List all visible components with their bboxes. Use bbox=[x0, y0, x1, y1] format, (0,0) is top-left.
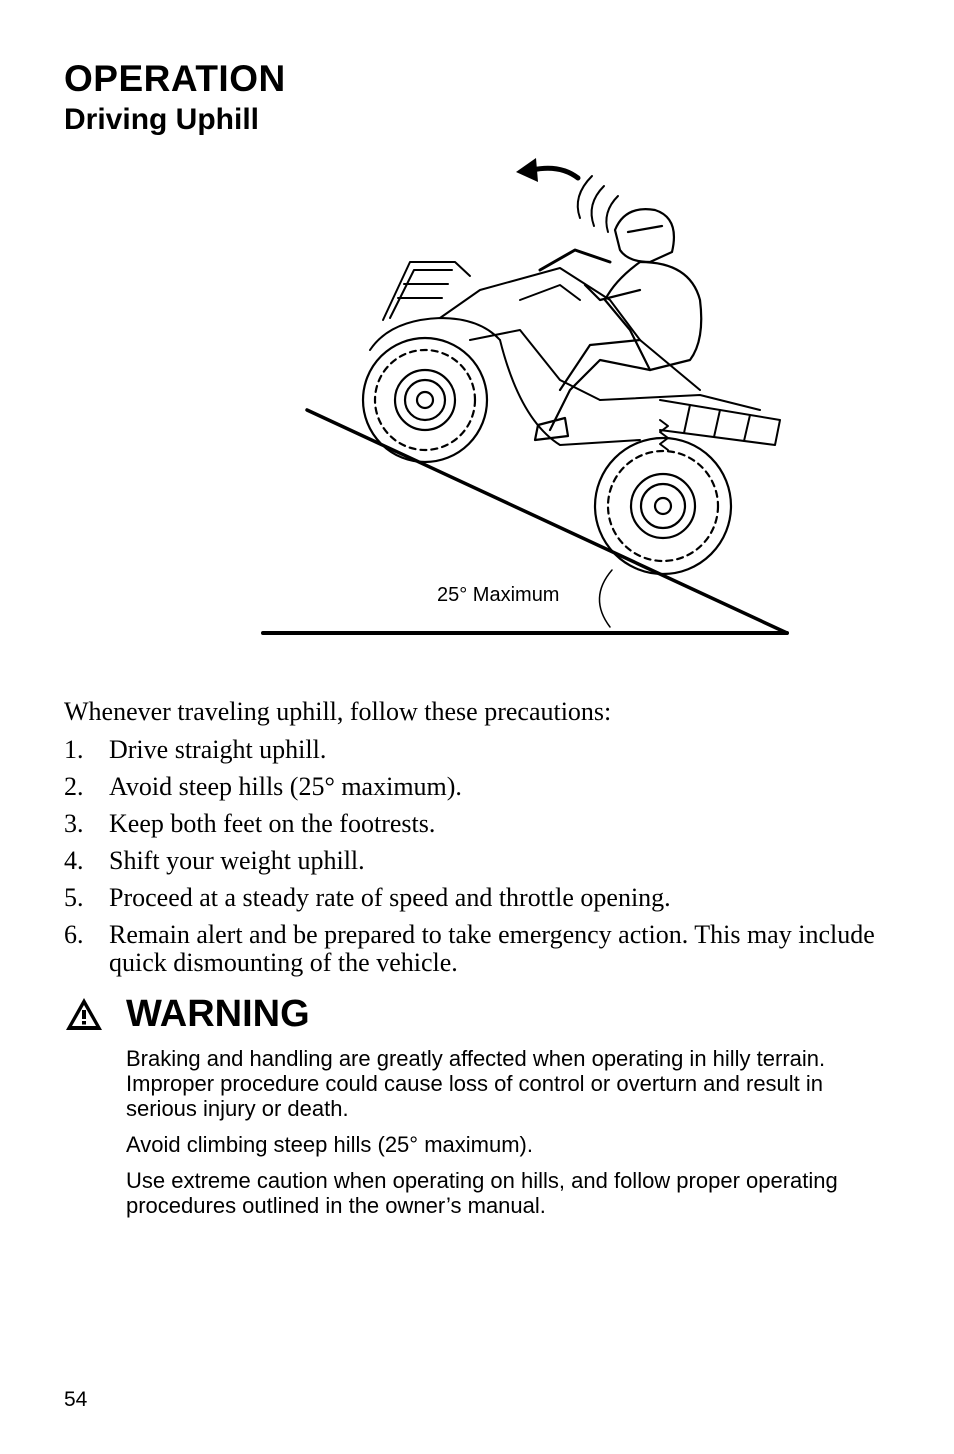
list-item-number: 2. bbox=[64, 772, 84, 801]
front-wheel bbox=[363, 338, 487, 462]
warning-paragraph: Braking and handling are greatly affected when operating in hilly terrain. Improper procedure could cause loss of control or overturn and result in serious injury or death. bbox=[126, 1046, 826, 1121]
rear-wheel bbox=[595, 438, 731, 574]
list-item bbox=[64, 810, 884, 838]
list-item-text: Proceed at a steady rate of speed and throttle opening. bbox=[109, 883, 671, 912]
list-item bbox=[64, 921, 884, 977]
atv-body bbox=[440, 268, 760, 445]
list-item-text: Avoid steep hills (25° maximum). bbox=[109, 772, 462, 801]
warning-header bbox=[64, 992, 310, 1036]
warning-triangle-icon bbox=[64, 996, 104, 1032]
rider bbox=[535, 209, 701, 440]
warning-body bbox=[126, 1046, 866, 1229]
list-item-text: Drive straight uphill. bbox=[109, 735, 327, 764]
list-item-text: Shift your weight uphill. bbox=[109, 846, 365, 875]
list-item bbox=[64, 847, 884, 875]
rear-shock bbox=[660, 420, 668, 450]
precautions-list bbox=[64, 736, 884, 986]
warning-paragraph: Use extreme caution when operating on hills, and follow proper operating procedures outlined in the owner’s manual. bbox=[126, 1168, 838, 1218]
list-item-number: 4. bbox=[64, 846, 84, 875]
lean-arrow-icon bbox=[532, 168, 578, 178]
list-item-number: 3. bbox=[64, 809, 84, 838]
warning-title: WARNING bbox=[126, 993, 310, 1035]
handlebar bbox=[540, 250, 610, 270]
angle-arc bbox=[599, 570, 612, 627]
list-item bbox=[64, 736, 884, 764]
list-item bbox=[64, 773, 884, 801]
intro-text: Whenever traveling uphill, follow these precautions: bbox=[64, 697, 612, 726]
front-rack bbox=[370, 262, 500, 350]
atv-uphill-illustration bbox=[255, 150, 800, 650]
subsection-title: Driving Uphill bbox=[64, 103, 259, 136]
list-item-text: Keep both feet on the footrests. bbox=[109, 809, 436, 838]
section-title: OPERATION bbox=[64, 58, 286, 99]
page-number: 54 bbox=[64, 1388, 88, 1411]
list-item-number: 6. bbox=[64, 920, 84, 949]
rear-rack bbox=[660, 400, 780, 445]
warning-paragraph: Avoid climbing steep hills (25° maximum). bbox=[126, 1132, 533, 1157]
list-item-number: 5. bbox=[64, 883, 84, 912]
list-item-number: 1. bbox=[64, 735, 84, 764]
slope-angle-label: 25° Maximum bbox=[437, 584, 560, 606]
list-item bbox=[64, 884, 884, 912]
list-item-text: Remain alert and be prepared to take emergency action. This may include quick dismounting of the vehicle. bbox=[109, 920, 875, 977]
